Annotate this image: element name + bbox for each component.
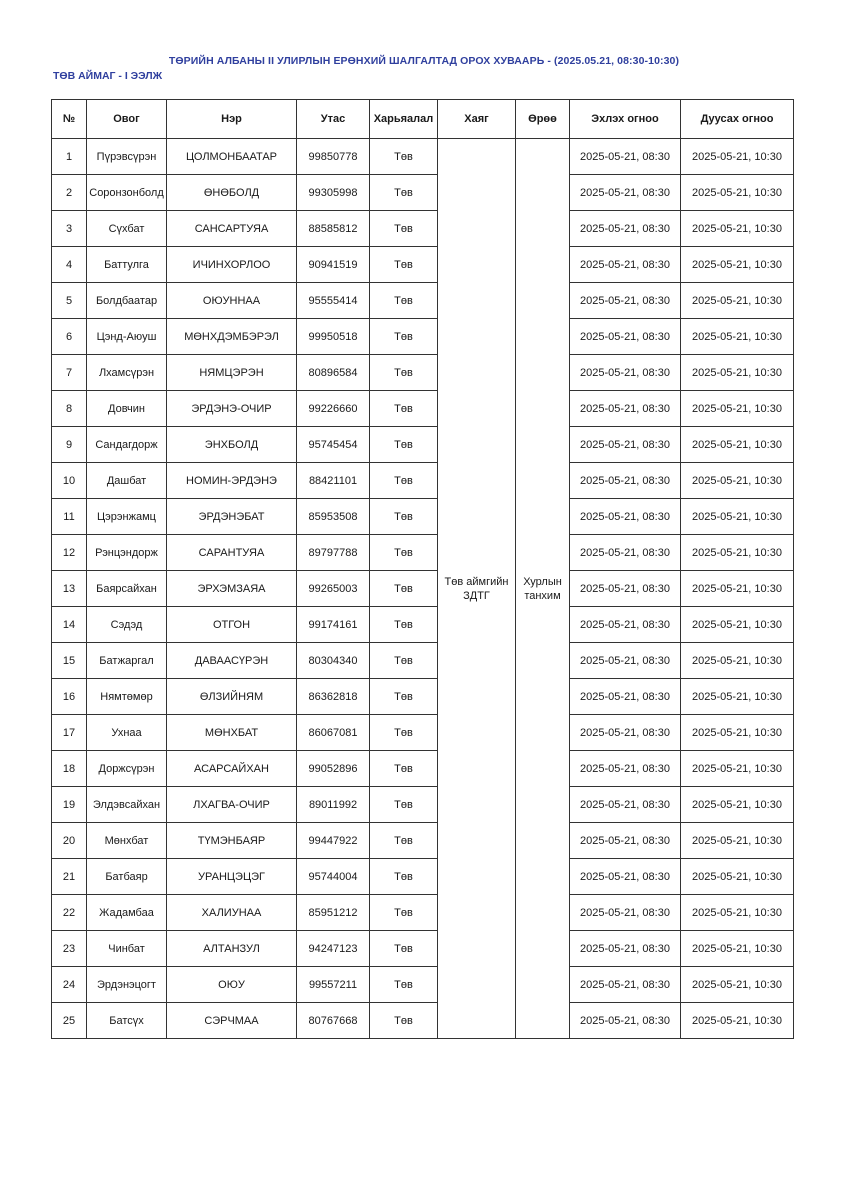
- page-title: ТӨРИЙН АЛБАНЫ II УЛИРЛЫН ЕРӨНХИЙ ШАЛГАЛТАД ОРОХ ХУВААРЬ - (2025.05.21, 08:30-10:30): [168, 55, 680, 67]
- cell-end: 2025-05-21, 10:30: [681, 319, 794, 355]
- cell-surname: Мөнхбат: [87, 823, 167, 859]
- cell-affiliation: Төв: [370, 355, 438, 391]
- cell-phone: 80304340: [297, 643, 370, 679]
- cell-no: 15: [52, 643, 87, 679]
- cell-end: 2025-05-21, 10:30: [681, 751, 794, 787]
- cell-start: 2025-05-21, 08:30: [570, 679, 681, 715]
- cell-surname: Сандагдорж: [87, 427, 167, 463]
- cell-end: 2025-05-21, 10:30: [681, 715, 794, 751]
- cell-start: 2025-05-21, 08:30: [570, 931, 681, 967]
- cell-no: 16: [52, 679, 87, 715]
- table-row: [52, 643, 794, 679]
- cell-start: 2025-05-21, 08:30: [570, 607, 681, 643]
- cell-end: 2025-05-21, 10:30: [681, 859, 794, 895]
- table-body: [52, 139, 794, 1039]
- cell-phone: 89011992: [297, 787, 370, 823]
- cell-end: 2025-05-21, 10:30: [681, 355, 794, 391]
- cell-surname: Болдбаатар: [87, 283, 167, 319]
- cell-surname: Батбаяр: [87, 859, 167, 895]
- table-row: [52, 931, 794, 967]
- cell-name: САНСАРТУЯА: [167, 211, 297, 247]
- cell-no: 22: [52, 895, 87, 931]
- cell-name: ЭРДЭНЭБАТ: [167, 499, 297, 535]
- table-row: [52, 499, 794, 535]
- cell-end: 2025-05-21, 10:30: [681, 607, 794, 643]
- table-row: [52, 283, 794, 319]
- header-surname: Овог: [87, 100, 167, 139]
- cell-surname: Баттулга: [87, 247, 167, 283]
- cell-surname: Чинбат: [87, 931, 167, 967]
- cell-end: 2025-05-21, 10:30: [681, 463, 794, 499]
- cell-name: ӨЛЗИЙНЯМ: [167, 679, 297, 715]
- cell-phone: 99557211: [297, 967, 370, 1003]
- cell-phone: 99052896: [297, 751, 370, 787]
- cell-no: 14: [52, 607, 87, 643]
- cell-start: 2025-05-21, 08:30: [570, 463, 681, 499]
- cell-no: 4: [52, 247, 87, 283]
- cell-no: 2: [52, 175, 87, 211]
- page-subtitle: ТӨВ АЙМАГ - I ЭЭЛЖ: [53, 70, 163, 82]
- cell-no: 1: [52, 139, 87, 175]
- cell-phone: 99305998: [297, 175, 370, 211]
- cell-phone: 99850778: [297, 139, 370, 175]
- cell-no: 13: [52, 571, 87, 607]
- table-row: [52, 967, 794, 1003]
- cell-phone: 86067081: [297, 715, 370, 751]
- cell-end: 2025-05-21, 10:30: [681, 679, 794, 715]
- cell-end: 2025-05-21, 10:30: [681, 787, 794, 823]
- cell-affiliation: Төв: [370, 175, 438, 211]
- cell-phone: 86362818: [297, 679, 370, 715]
- header-no: №: [52, 100, 87, 139]
- cell-no: 6: [52, 319, 87, 355]
- cell-affiliation: Төв: [370, 283, 438, 319]
- cell-surname: Элдэвсайхан: [87, 787, 167, 823]
- cell-phone: 99447922: [297, 823, 370, 859]
- cell-affiliation: Төв: [370, 823, 438, 859]
- header-affiliation: Харьяалал: [370, 100, 438, 139]
- table-row: [52, 823, 794, 859]
- cell-affiliation: Төв: [370, 787, 438, 823]
- cell-start: 2025-05-21, 08:30: [570, 175, 681, 211]
- cell-name: ОТГОН: [167, 607, 297, 643]
- cell-name: МӨНХДЭМБЭРЭЛ: [167, 319, 297, 355]
- cell-start: 2025-05-21, 08:30: [570, 391, 681, 427]
- cell-surname: Рэнцэндорж: [87, 535, 167, 571]
- cell-no: 21: [52, 859, 87, 895]
- cell-affiliation: Төв: [370, 247, 438, 283]
- cell-surname: Доржсүрэн: [87, 751, 167, 787]
- cell-affiliation: Төв: [370, 895, 438, 931]
- table-row: [52, 715, 794, 751]
- cell-phone: 95744004: [297, 859, 370, 895]
- cell-phone: 89797788: [297, 535, 370, 571]
- cell-affiliation: Төв: [370, 463, 438, 499]
- cell-name: ДАВААСҮРЭН: [167, 643, 297, 679]
- table-row: [52, 787, 794, 823]
- header-room: Өрөө: [516, 100, 570, 139]
- header-name: Нэр: [167, 100, 297, 139]
- table-row: [52, 175, 794, 211]
- cell-phone: 99265003: [297, 571, 370, 607]
- cell-name: ОЮУ: [167, 967, 297, 1003]
- cell-surname: Баярсайхан: [87, 571, 167, 607]
- cell-end: 2025-05-21, 10:30: [681, 211, 794, 247]
- table-row: [52, 607, 794, 643]
- cell-affiliation: Төв: [370, 499, 438, 535]
- cell-surname: Сүхбат: [87, 211, 167, 247]
- cell-phone: 94247123: [297, 931, 370, 967]
- cell-end: 2025-05-21, 10:30: [681, 283, 794, 319]
- room-line-2: танхим: [524, 589, 561, 602]
- table-header-row: [52, 100, 794, 139]
- cell-end: 2025-05-21, 10:30: [681, 427, 794, 463]
- cell-phone: 88421101: [297, 463, 370, 499]
- header-end: Дуусах огноо: [681, 100, 794, 139]
- cell-address: [438, 139, 516, 1039]
- cell-start: 2025-05-21, 08:30: [570, 1003, 681, 1039]
- cell-no: 19: [52, 787, 87, 823]
- cell-phone: 90941519: [297, 247, 370, 283]
- cell-start: 2025-05-21, 08:30: [570, 499, 681, 535]
- table-row: [52, 571, 794, 607]
- cell-start: 2025-05-21, 08:30: [570, 427, 681, 463]
- cell-start: 2025-05-21, 08:30: [570, 571, 681, 607]
- cell-phone: 95555414: [297, 283, 370, 319]
- cell-start: 2025-05-21, 08:30: [570, 283, 681, 319]
- cell-room: [516, 139, 570, 1039]
- table-row: [52, 355, 794, 391]
- cell-surname: Нямтөмөр: [87, 679, 167, 715]
- cell-affiliation: Төв: [370, 931, 438, 967]
- cell-affiliation: Төв: [370, 391, 438, 427]
- cell-start: 2025-05-21, 08:30: [570, 643, 681, 679]
- cell-no: 17: [52, 715, 87, 751]
- cell-start: 2025-05-21, 08:30: [570, 211, 681, 247]
- cell-affiliation: Төв: [370, 715, 438, 751]
- cell-phone: 80896584: [297, 355, 370, 391]
- cell-end: 2025-05-21, 10:30: [681, 175, 794, 211]
- cell-surname: Ухнаа: [87, 715, 167, 751]
- table-row: [52, 211, 794, 247]
- cell-surname: Батжаргал: [87, 643, 167, 679]
- cell-no: 9: [52, 427, 87, 463]
- table-row: [52, 427, 794, 463]
- cell-surname: Лхамсүрэн: [87, 355, 167, 391]
- cell-phone: 88585812: [297, 211, 370, 247]
- schedule-table: [51, 99, 794, 1039]
- cell-affiliation: Төв: [370, 751, 438, 787]
- table-row: [52, 679, 794, 715]
- cell-no: 3: [52, 211, 87, 247]
- cell-start: 2025-05-21, 08:30: [570, 967, 681, 1003]
- cell-name: АЛТАНЗУЛ: [167, 931, 297, 967]
- cell-end: 2025-05-21, 10:30: [681, 247, 794, 283]
- cell-end: 2025-05-21, 10:30: [681, 535, 794, 571]
- cell-affiliation: Төв: [370, 319, 438, 355]
- table-row: [52, 463, 794, 499]
- table-row: [52, 1003, 794, 1039]
- cell-name: СЭРЧМАА: [167, 1003, 297, 1039]
- header-start: Эхлэх огноо: [570, 100, 681, 139]
- cell-affiliation: Төв: [370, 211, 438, 247]
- cell-affiliation: Төв: [370, 967, 438, 1003]
- cell-start: 2025-05-21, 08:30: [570, 823, 681, 859]
- cell-name: НЯМЦЭРЭН: [167, 355, 297, 391]
- cell-no: 24: [52, 967, 87, 1003]
- cell-no: 18: [52, 751, 87, 787]
- cell-name: САРАНТУЯА: [167, 535, 297, 571]
- table-row: [52, 895, 794, 931]
- cell-affiliation: Төв: [370, 607, 438, 643]
- cell-surname: Батсүх: [87, 1003, 167, 1039]
- table-row: [52, 535, 794, 571]
- cell-start: 2025-05-21, 08:30: [570, 247, 681, 283]
- cell-name: ЭРХЭМЗАЯА: [167, 571, 297, 607]
- cell-start: 2025-05-21, 08:30: [570, 139, 681, 175]
- cell-affiliation: Төв: [370, 571, 438, 607]
- cell-phone: 99226660: [297, 391, 370, 427]
- cell-surname: Соронзонболд: [87, 175, 167, 211]
- cell-no: 8: [52, 391, 87, 427]
- cell-affiliation: Төв: [370, 643, 438, 679]
- cell-no: 7: [52, 355, 87, 391]
- cell-no: 23: [52, 931, 87, 967]
- cell-start: 2025-05-21, 08:30: [570, 355, 681, 391]
- cell-name: ОЮУННАА: [167, 283, 297, 319]
- cell-name: ЦОЛМОНБААТАР: [167, 139, 297, 175]
- cell-phone: 99950518: [297, 319, 370, 355]
- cell-phone: 99174161: [297, 607, 370, 643]
- table-row: [52, 751, 794, 787]
- cell-affiliation: Төв: [370, 427, 438, 463]
- cell-surname: Цэрэнжамц: [87, 499, 167, 535]
- cell-phone: 85951212: [297, 895, 370, 931]
- cell-affiliation: Төв: [370, 679, 438, 715]
- cell-start: 2025-05-21, 08:30: [570, 895, 681, 931]
- cell-name: ӨНӨБОЛД: [167, 175, 297, 211]
- cell-name: ИЧИНХОРЛОО: [167, 247, 297, 283]
- cell-start: 2025-05-21, 08:30: [570, 715, 681, 751]
- cell-name: ЭНХБОЛД: [167, 427, 297, 463]
- cell-no: 20: [52, 823, 87, 859]
- cell-no: 10: [52, 463, 87, 499]
- cell-surname: Довчин: [87, 391, 167, 427]
- header-phone: Утас: [297, 100, 370, 139]
- cell-name: ЛХАГВА-ОЧИР: [167, 787, 297, 823]
- cell-no: 25: [52, 1003, 87, 1039]
- cell-end: 2025-05-21, 10:30: [681, 499, 794, 535]
- cell-surname: Цэнд-Аюуш: [87, 319, 167, 355]
- cell-start: 2025-05-21, 08:30: [570, 859, 681, 895]
- cell-start: 2025-05-21, 08:30: [570, 535, 681, 571]
- cell-no: 11: [52, 499, 87, 535]
- room-line-1: Хурлын: [523, 575, 562, 588]
- table-row: [52, 859, 794, 895]
- cell-affiliation: Төв: [370, 535, 438, 571]
- cell-start: 2025-05-21, 08:30: [570, 751, 681, 787]
- cell-start: 2025-05-21, 08:30: [570, 319, 681, 355]
- cell-name: ХАЛИУНАА: [167, 895, 297, 931]
- table-row: [52, 139, 794, 175]
- cell-surname: Пүрэвсүрэн: [87, 139, 167, 175]
- cell-name: УРАНЦЭЦЭГ: [167, 859, 297, 895]
- cell-end: 2025-05-21, 10:30: [681, 643, 794, 679]
- header-address: Хаяг: [438, 100, 516, 139]
- cell-end: 2025-05-21, 10:30: [681, 823, 794, 859]
- cell-end: 2025-05-21, 10:30: [681, 895, 794, 931]
- cell-end: 2025-05-21, 10:30: [681, 139, 794, 175]
- cell-affiliation: Төв: [370, 859, 438, 895]
- address-line-1: Төв аймгийн: [444, 575, 509, 588]
- cell-end: 2025-05-21, 10:30: [681, 967, 794, 1003]
- cell-end: 2025-05-21, 10:30: [681, 931, 794, 967]
- cell-name: АСАРСАЙХАН: [167, 751, 297, 787]
- cell-name: ЭРДЭНЭ-ОЧИР: [167, 391, 297, 427]
- table-row: [52, 247, 794, 283]
- cell-start: 2025-05-21, 08:30: [570, 787, 681, 823]
- cell-no: 12: [52, 535, 87, 571]
- cell-surname: Дашбат: [87, 463, 167, 499]
- cell-phone: 95745454: [297, 427, 370, 463]
- table-row: [52, 319, 794, 355]
- cell-end: 2025-05-21, 10:30: [681, 391, 794, 427]
- cell-phone: 85953508: [297, 499, 370, 535]
- cell-surname: Сэдэд: [87, 607, 167, 643]
- cell-name: НОМИН-ЭРДЭНЭ: [167, 463, 297, 499]
- cell-name: МӨНХБАТ: [167, 715, 297, 751]
- cell-surname: Жадамбаа: [87, 895, 167, 931]
- cell-name: ТҮМЭНБАЯР: [167, 823, 297, 859]
- cell-affiliation: Төв: [370, 139, 438, 175]
- cell-end: 2025-05-21, 10:30: [681, 1003, 794, 1039]
- cell-surname: Эрдэнэцогт: [87, 967, 167, 1003]
- cell-affiliation: Төв: [370, 1003, 438, 1039]
- cell-phone: 80767668: [297, 1003, 370, 1039]
- address-line-2: ЗДТГ: [463, 589, 490, 602]
- table-row: [52, 391, 794, 427]
- cell-end: 2025-05-21, 10:30: [681, 571, 794, 607]
- cell-no: 5: [52, 283, 87, 319]
